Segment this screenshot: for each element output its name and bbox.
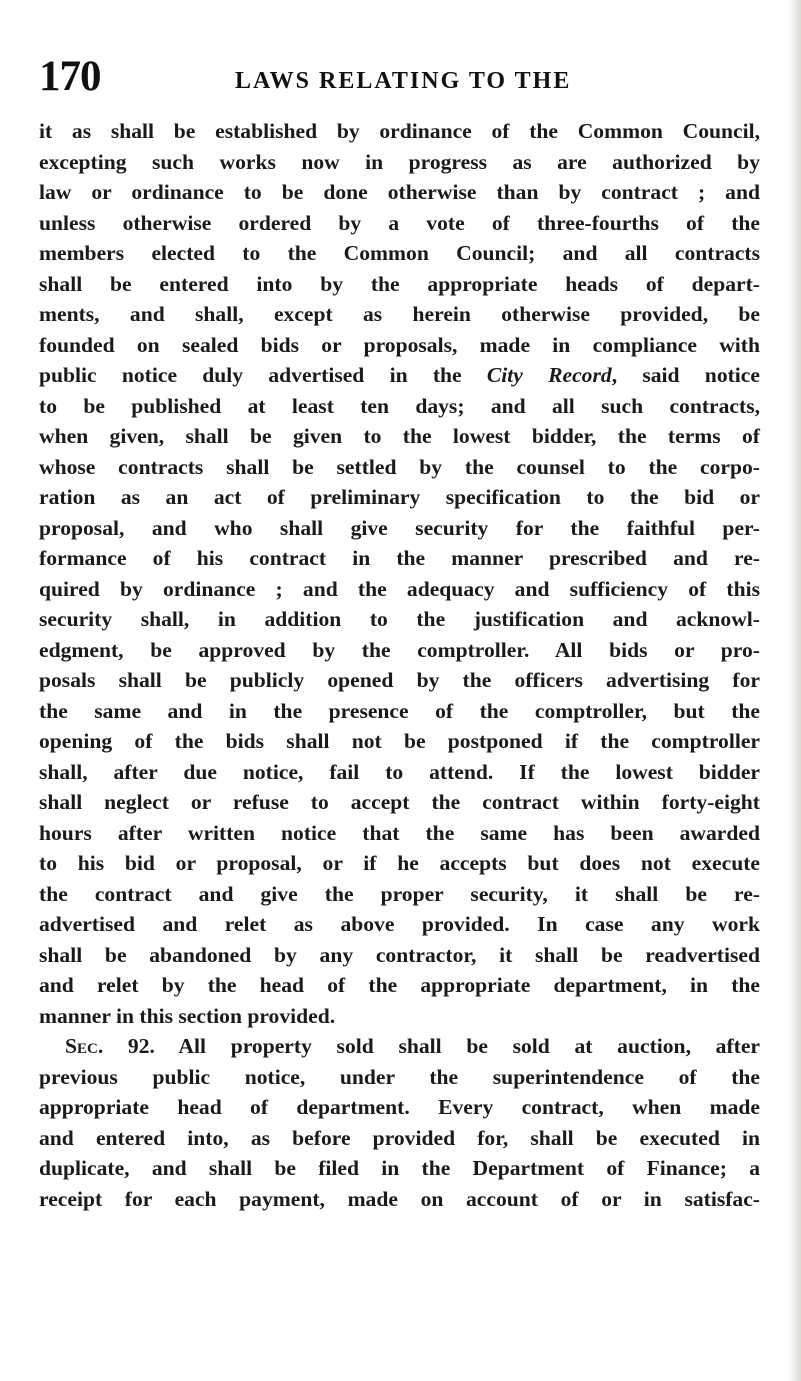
text-line: when given, shall be given to the lowest bidder, the terms of xyxy=(39,424,760,448)
section-label: Sec. xyxy=(65,1034,104,1058)
text-line: and entered into, as before provided for, shall be executed in xyxy=(39,1125,760,1150)
text-line: shall be abandoned by any contractor, it shall be readvertised xyxy=(39,942,760,967)
text-line: appropriate head of department. Every contract, when made xyxy=(39,1095,760,1119)
text-fragment: , said notice xyxy=(611,363,760,387)
text-line: formance of his contract in the manner prescribed and re- xyxy=(39,546,760,570)
text-line: members elected to the Common Council; and all contracts xyxy=(39,241,760,265)
text-line: hours after written notice that the same has been awarded xyxy=(39,820,760,845)
page-header xyxy=(39,54,759,104)
text-line: to his bid or proposal, or if he accepts but does not execute xyxy=(39,851,760,875)
text-line: previous public notice, under the superintendence of the xyxy=(39,1064,760,1089)
text-line: shall be entered into by the appropriate heads of depart- xyxy=(39,271,760,296)
text-line: posals shall be publicly opened by the officers advertising for xyxy=(39,668,760,692)
page-edge-shadow xyxy=(787,0,801,1381)
text-line: to be published at least ten days; and all such contracts, xyxy=(39,393,760,418)
text-line: ments, and shall, except as herein otherwise provided, be xyxy=(39,302,760,326)
text-fragment: public notice duly advertised in the xyxy=(39,363,487,387)
text-line: receipt for each payment, made on account of or in satisfac- xyxy=(39,1186,760,1211)
text-line: manner in this section provided. xyxy=(39,1003,336,1028)
text-line: quired by ordinance ; and the adequacy and sufficiency of this xyxy=(39,576,760,601)
text-line: duplicate, and shall be filed in the Department of Finance; a xyxy=(39,1156,760,1180)
text-line: advertised and relet as above provided. In case any work xyxy=(39,912,760,936)
body-text xyxy=(39,116,760,1214)
text-line: whose contracts shall be settled by the counsel to the corpo- xyxy=(39,454,760,479)
text-line: edgment, be approved by the comptroller. All bids or pro- xyxy=(39,637,760,662)
text-line: security shall, in addition to the justification and acknowl- xyxy=(39,607,760,631)
text-line: excepting such works now in progress as are authorized by xyxy=(39,149,760,174)
text-fragment: 92. All property sold shall be sold at auction, after xyxy=(103,1034,760,1058)
text-line: shall neglect or refuse to accept the contract within forty-eight xyxy=(39,790,760,814)
text-line: it as shall be established by ordinance of the Common Council, xyxy=(39,119,760,143)
text-line: proposal, and who shall give security for the faithful per- xyxy=(39,515,760,540)
running-head: LAWS RELATING TO THE xyxy=(235,68,572,94)
text-line: the contract and give the proper security, it shall be re- xyxy=(39,881,760,906)
text-line: the same and in the presence of the comptroller, but the xyxy=(39,698,760,723)
text-line: and relet by the head of the appropriate department, in the xyxy=(39,973,760,997)
text-line: unless otherwise ordered by a vote of three-fourths of the xyxy=(39,210,760,235)
text-line: ration as an act of preliminary specification to the bid or xyxy=(39,485,760,509)
section-92-line xyxy=(39,1031,760,1062)
text-line xyxy=(39,360,760,391)
page-number: 170 xyxy=(39,53,101,100)
city-record-title: City Record xyxy=(486,363,612,387)
text-line: opening of the bids shall not be postponed if the comptroller xyxy=(39,729,760,753)
text-line: law or ordinance to be done otherwise than by contract ; and xyxy=(39,180,760,204)
text-line: founded on sealed bids or proposals, made in compliance with xyxy=(39,332,760,357)
text-line: shall, after due notice, fail to attend. If the lowest bidder xyxy=(39,759,760,784)
